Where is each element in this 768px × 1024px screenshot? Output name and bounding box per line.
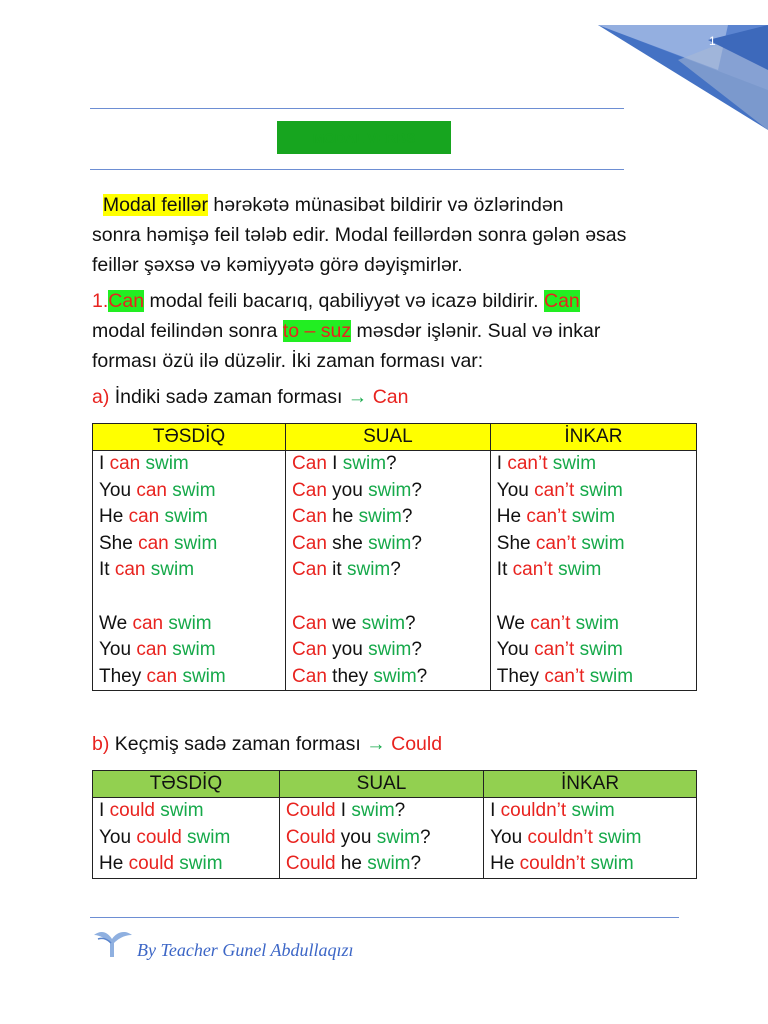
table-row-question	[292, 584, 484, 611]
part-a-heading: a) İndiki sadə zaman forması → Can	[92, 386, 409, 408]
negative-column	[490, 451, 696, 691]
table-row-question: Can he swim?	[292, 506, 413, 528]
table-row-affirmative: You can swim	[99, 639, 216, 661]
table-row-affirmative	[99, 584, 279, 611]
table-row-question: Could I swim?	[285, 800, 406, 821]
table-row-affirmative: We can swim	[99, 612, 212, 634]
table-row-affirmative: He can swim	[99, 506, 208, 528]
header-affirmative: TƏSDİQ	[93, 424, 286, 451]
table-row-negative: She can’t swim	[496, 532, 625, 554]
affirmative-column	[93, 798, 280, 879]
table-row-affirmative: It can swim	[99, 559, 195, 581]
table-row-affirmative: You can swim	[99, 479, 216, 501]
header-negative: İNKAR	[484, 771, 697, 798]
header-negative: İNKAR	[490, 424, 696, 451]
arrow-icon: →	[347, 386, 368, 408]
page-title: MODAL VERBS	[277, 121, 451, 154]
table-row-negative: You can’t swim	[496, 639, 623, 661]
affirmative-column	[93, 451, 286, 691]
title-rule	[90, 169, 624, 170]
table-row-affirmative: They can swim	[99, 665, 226, 687]
footer-credit: By Teacher Gunel Abdullaqızı	[137, 940, 354, 960]
part-b-heading: b) Keçmiş sadə zaman forması → Could	[92, 733, 443, 755]
table-row-negative: We can’t swim	[496, 612, 619, 634]
top-rule	[90, 108, 624, 109]
present-simple-table	[92, 423, 697, 691]
table-row-negative: He can’t swim	[496, 506, 616, 528]
table-row-question: Could you swim?	[285, 826, 431, 848]
table-row-question: Can I swim?	[292, 453, 397, 474]
table-row-affirmative: She can swim	[99, 532, 218, 554]
table-row-affirmative: He could swim	[99, 853, 223, 875]
footer-rule	[90, 917, 679, 918]
table-row-negative	[497, 584, 690, 611]
table-row-affirmative: I can swim	[99, 453, 189, 474]
question-column	[286, 451, 491, 691]
page-number: 1	[709, 34, 716, 48]
modal-verbs-highlight: Modal feillər	[102, 194, 208, 216]
table-row-question: Can you swim?	[292, 479, 422, 501]
to-suz-highlight: to – suz	[282, 320, 352, 342]
table-row-negative: I can’t swim	[496, 453, 597, 474]
table-row-negative: It can’t swim	[496, 559, 602, 581]
past-simple-table	[92, 770, 697, 879]
header-question: SUAL	[286, 424, 491, 451]
table-row-question: Can she swim?	[292, 532, 422, 554]
table-row-question: Can you swim?	[292, 639, 422, 661]
table-row-negative: You couldn’t swim	[490, 826, 642, 848]
negative-column	[484, 798, 697, 879]
intro-paragraph: Modal feillər hərəkətə münasibət bildirir və özlərindən sonra həmişə feil tələb edir. Modal feillərdən sonra gələn əsas feillər şəxsə və kəmiyyətə görə dəyişmirlər.	[92, 194, 627, 276]
table-row-affirmative: I could swim	[99, 800, 204, 821]
header-affirmative: TƏSDİQ	[93, 771, 280, 798]
table-row-negative: He couldn’t swim	[490, 853, 634, 875]
table-row-negative: I couldn’t swim	[490, 800, 615, 821]
dove-logo-icon	[92, 927, 134, 959]
question-column	[279, 798, 483, 879]
arrow-icon: →	[366, 733, 386, 755]
table-row-question: Can we swim?	[292, 612, 416, 634]
can-section-paragraph: 1.Can modal feili bacarıq, qabiliyyət və icazə bildirir. Can modal feilindən sonra to – suz məsdər işlənir. Sual və inkar forması özü ilə düzəlir. İki zaman forması var:	[92, 290, 601, 372]
header-question: SUAL	[279, 771, 483, 798]
table-row-affirmative: You could swim	[99, 826, 231, 848]
can-highlight: Can	[108, 290, 145, 312]
table-row-question: Can it swim?	[292, 559, 401, 581]
corner-decoration	[568, 0, 768, 130]
table-row-negative: They can’t swim	[496, 665, 634, 687]
table-row-question: Can they swim?	[292, 665, 428, 687]
table-row-question: Could he swim?	[285, 853, 422, 875]
table-row-negative: You can’t swim	[496, 479, 623, 501]
